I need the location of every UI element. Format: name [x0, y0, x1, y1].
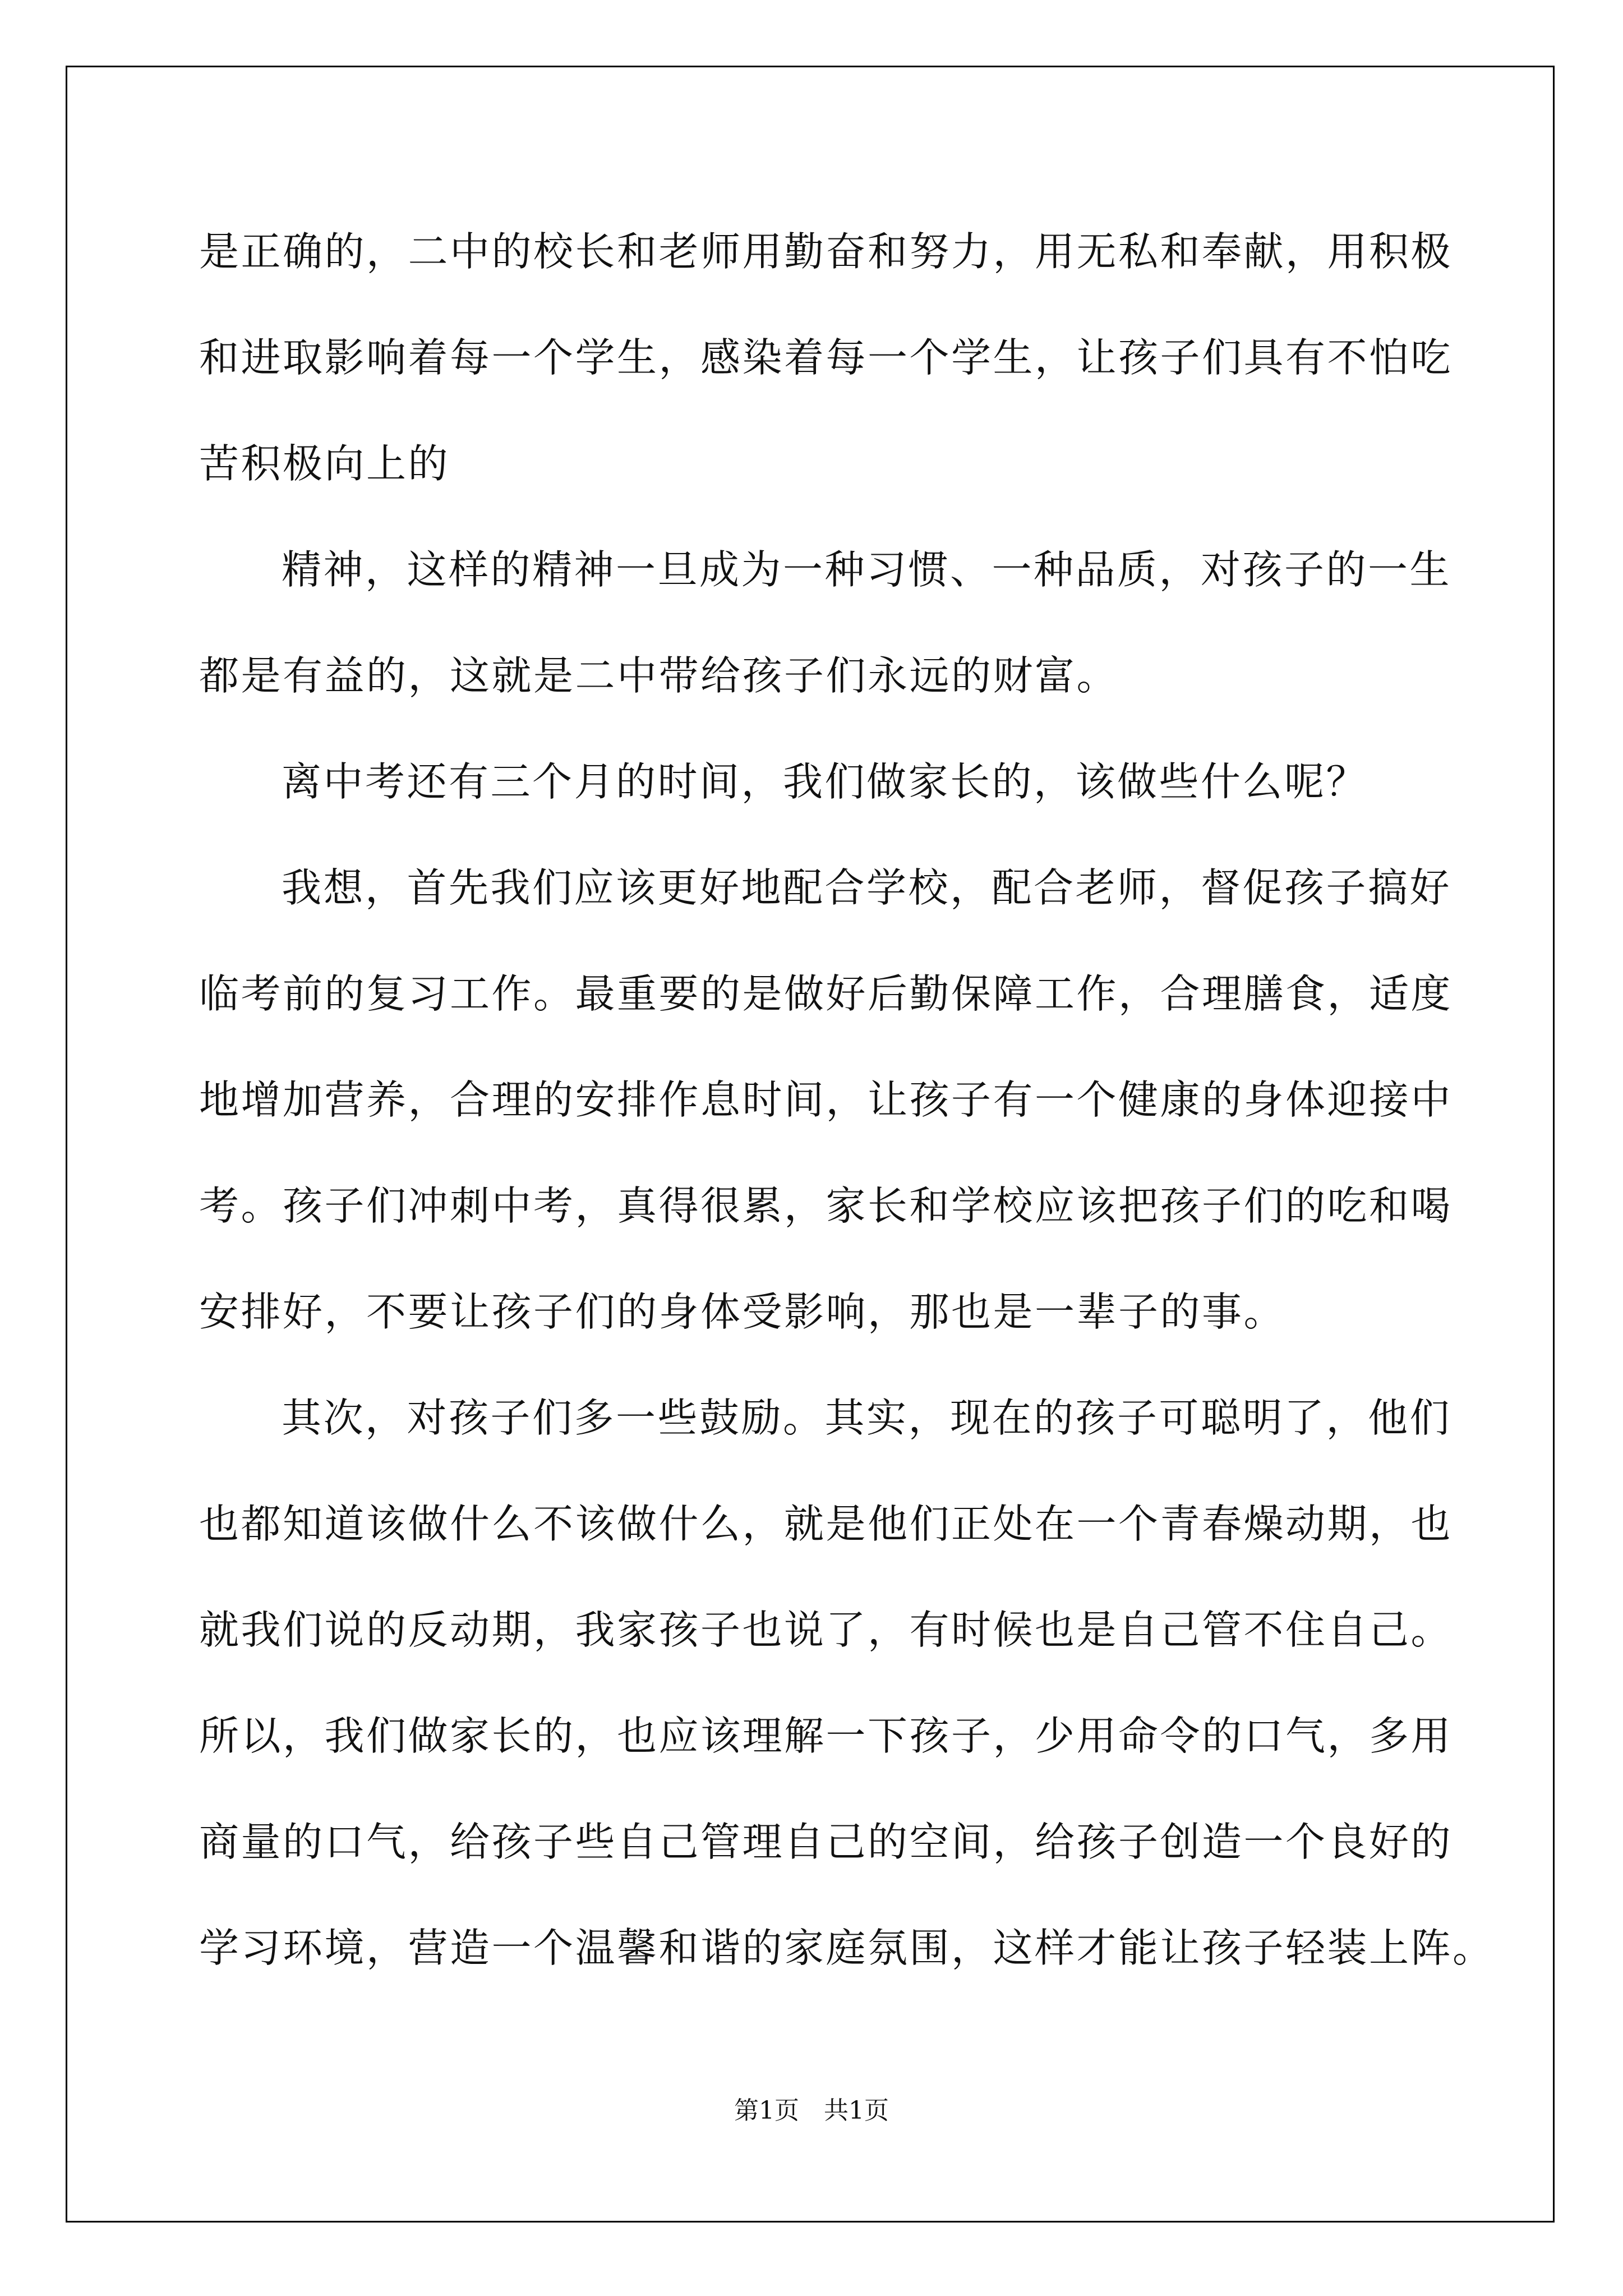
text-line: 都是有益的，这就是二中带给孩子们永远的财富。	[199, 652, 1119, 699]
text-line: 其次，对孩子们多一些鼓励。其实，现在的孩子可聪明了，他们	[282, 1395, 1452, 1441]
page-number: 第1页	[734, 2096, 799, 2125]
text-line: 临考前的复习工作。最重要的是做好后勤保障工作，合理膳食，适度	[199, 970, 1453, 1017]
page-footer	[0, 2091, 1623, 2131]
text-line: 安排好，不要让孩子们的身体受影响，那也是一辈子的事。	[199, 1289, 1286, 1335]
text-line: 所以，我们做家长的，也应该理解一下孩子，少用命令的口气，多用	[199, 1713, 1453, 1759]
text-line: 精神，这样的精神一旦成为一种习惯、一种品质，对孩子的一生	[282, 546, 1452, 593]
text-line: 也都知道该做什么不该做什么，就是他们正处在一个青春燥动期，也	[199, 1501, 1453, 1547]
text-line: 地增加营养，合理的安排作息时间，让孩子有一个健康的身体迎接中	[199, 1076, 1453, 1123]
text-line: 和进取影响着每一个学生，感染着每一个学生，让孩子们具有不怕吃	[199, 334, 1453, 381]
text-line: 我想，首先我们应该更好地配合学校，配合老师，督促孩子搞好	[282, 864, 1452, 911]
text-line: 是正确的，二中的校长和老师用勤奋和努力，用无私和奉献，用积极	[199, 228, 1453, 275]
text-line: 就我们说的反动期，我家孩子也说了，有时候也是自己管不住自己。	[199, 1607, 1453, 1653]
text-line: 学习环境，营造一个温馨和谐的家庭氛围，这样才能让孩子轻装上阵。	[199, 1925, 1495, 1971]
page-total: 共1页	[824, 2096, 889, 2125]
text-line: 苦积极向上的	[199, 440, 450, 487]
text-line: 考。孩子们冲刺中考，真得很累，家长和学校应该把孩子们的吃和喝	[199, 1182, 1453, 1229]
text-line: 商量的口气，给孩子些自己管理自己的空间，给孩子创造一个良好的	[199, 1819, 1453, 1865]
text-line: 离中考还有三个月的时间，我们做家长的，该做些什么呢？	[282, 758, 1368, 805]
